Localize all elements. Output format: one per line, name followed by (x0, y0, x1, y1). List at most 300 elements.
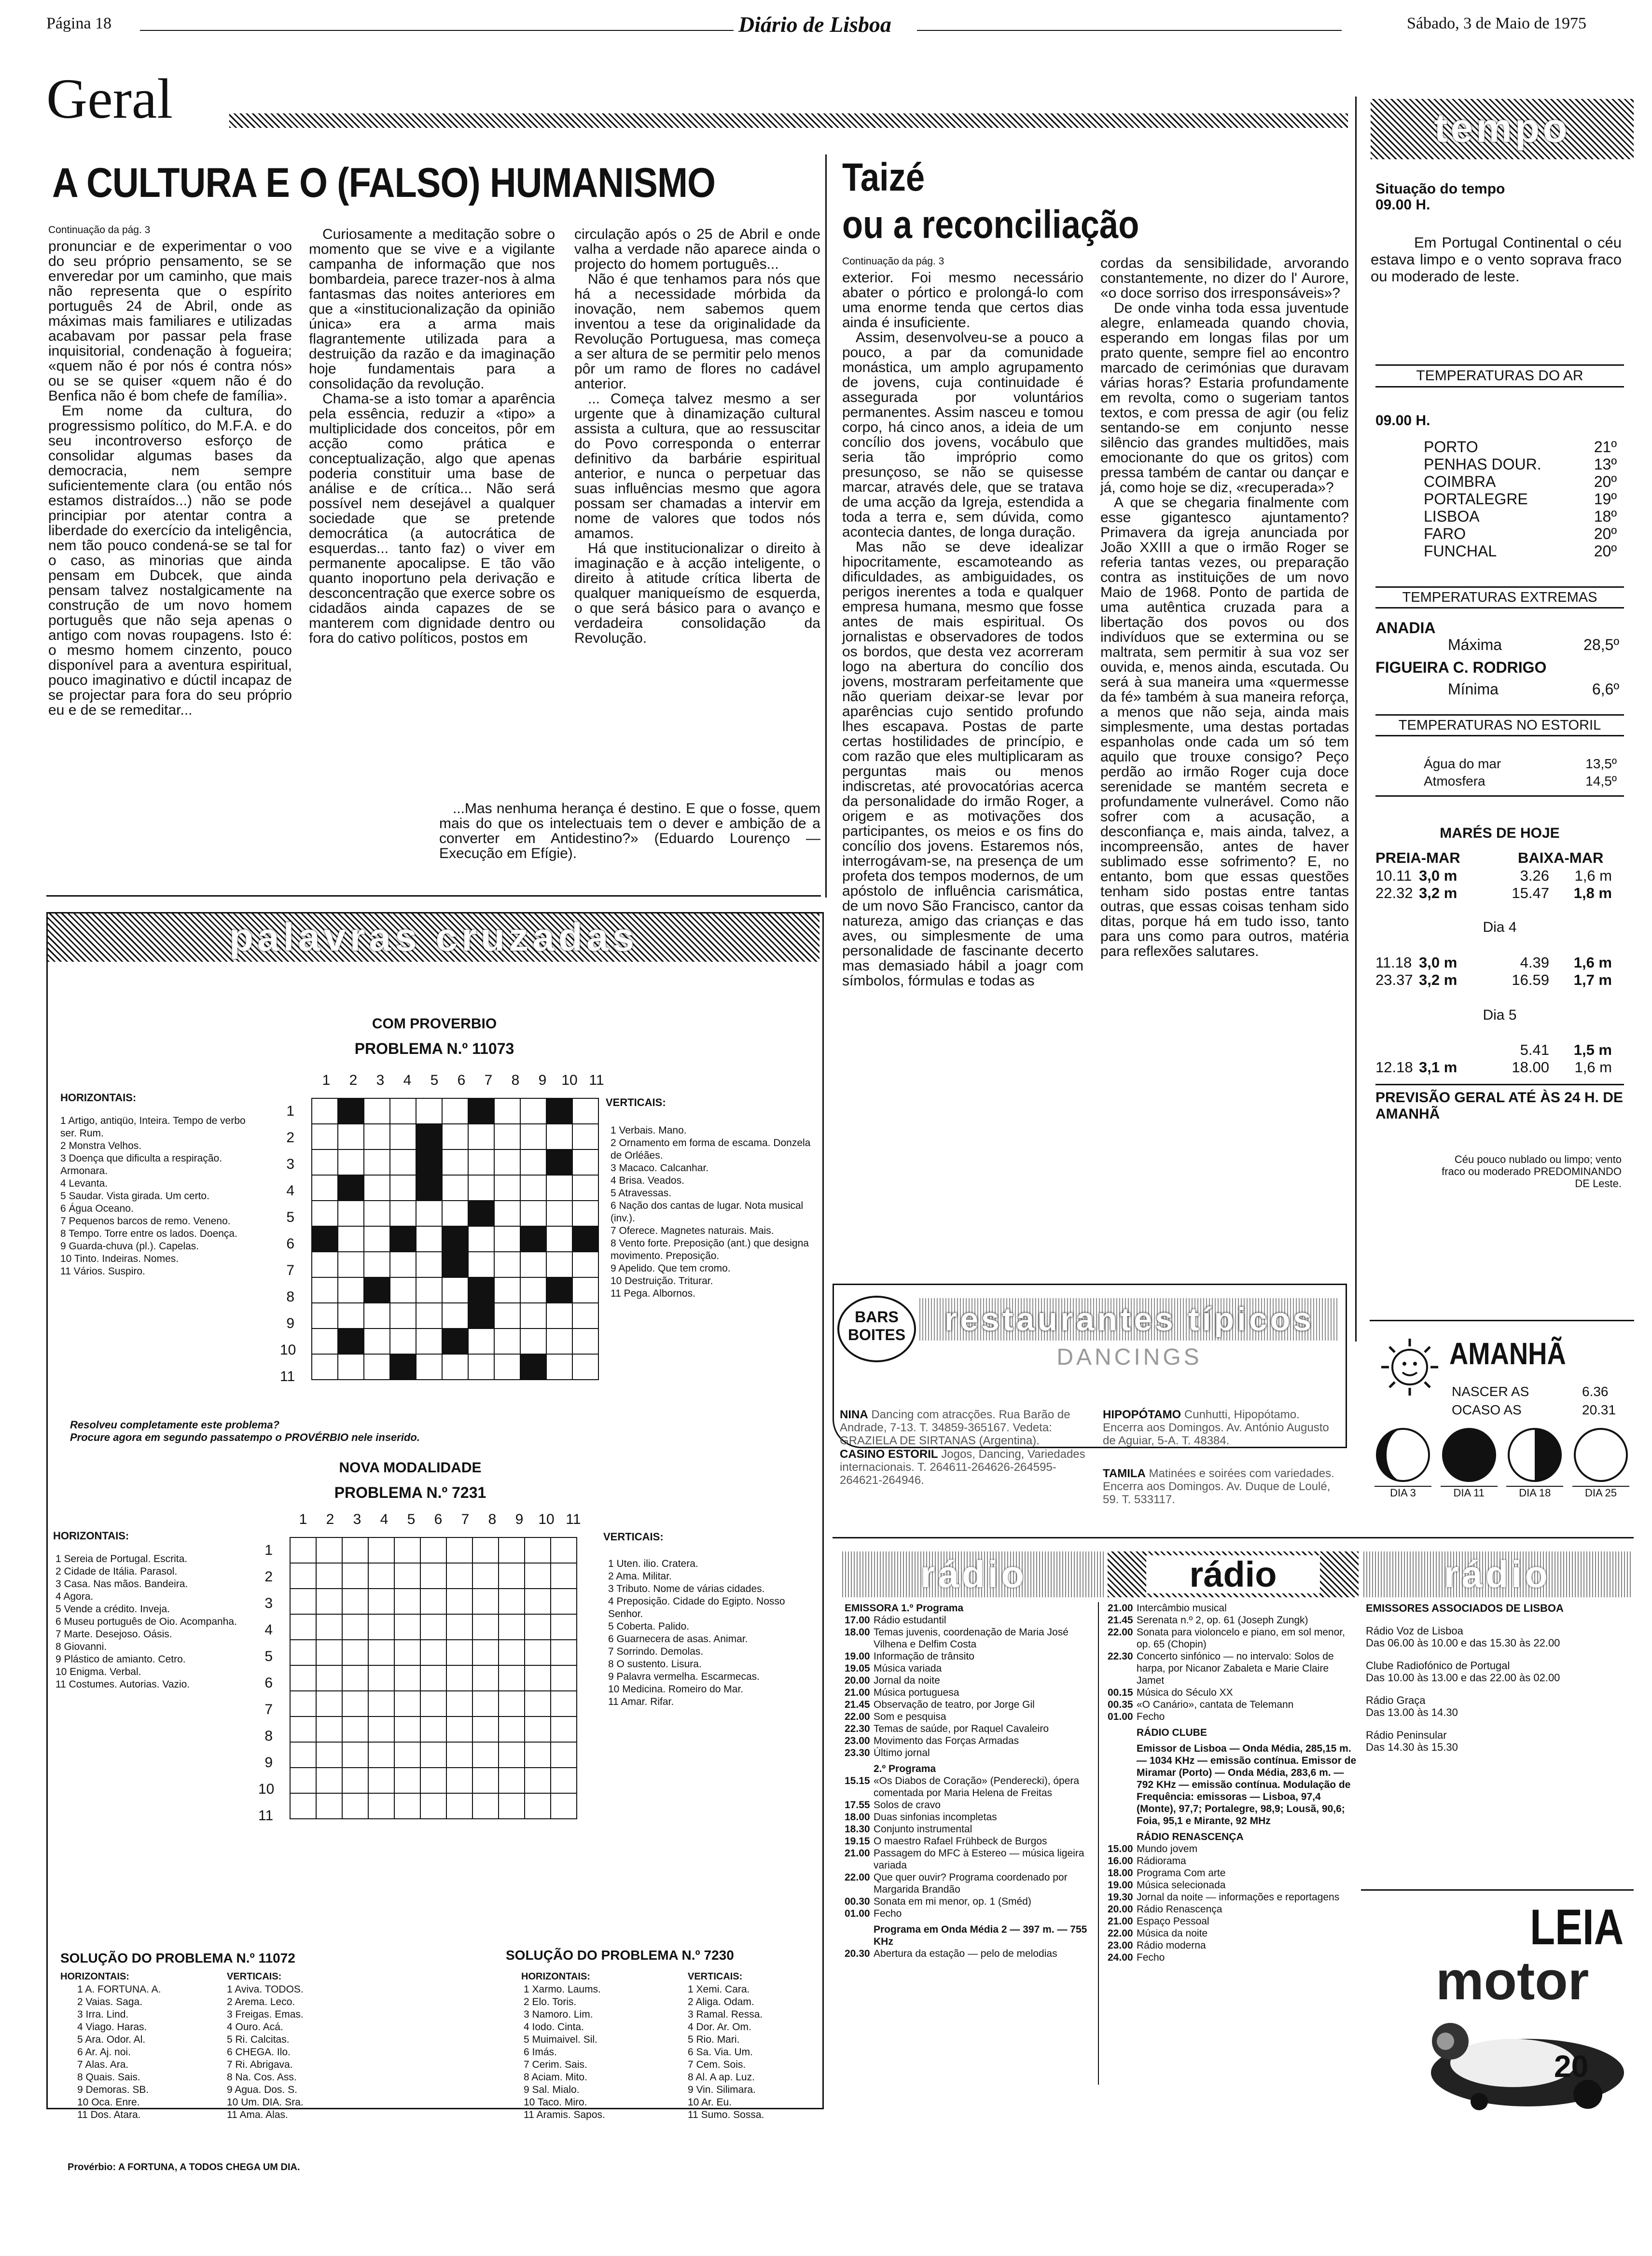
radio-program (1108, 1739, 1359, 1827)
moon-half-icon (1506, 1426, 1563, 1483)
article2-continuation: Continuação da pág. 3 (842, 256, 944, 267)
moon-phases (1374, 1426, 1629, 1499)
city-temp: 20º (1594, 525, 1617, 542)
program-title: Rádiorama (1137, 1855, 1186, 1867)
program-title: «Os Diabos de Coração» (Penderecki), ópera comentada por Maria Helena de Freitas (874, 1775, 1080, 1799)
leia-rule (1361, 1889, 1634, 1891)
moon-phase (1441, 1426, 1498, 1499)
program-time: 22.30 (1108, 1651, 1133, 1662)
article1-c3-p2: Não é que tenhamos para nós que há a necessidade mórbida da inovação, nem sabemos quem inventou a tese da originalidade da Revolução Portuguesa, mas começa a ser altura de se permitir pelo menos pôr um ramo de flores no cadável anterior. (574, 271, 820, 392)
s1-title: SOLUÇÃO DO PROBLEMA N.º 11072 (60, 1951, 295, 1965)
radio-program (1108, 1614, 1359, 1626)
s1-vertical-answers: 1 Aviva. TODOS. 2 Arema. Leco. 3 Freigas. Emas. 4 Ouro. Acá. 5 Ri. Calcitas. 6 CHEGA. Ilo. 7 Ri. Abrigava. 8 Na. Cos. Ass. 9 Agua. Dos. S. 10 Um. DIA. Sra. 11 Ama. Alas. (227, 1984, 304, 2120)
crossword-panel (46, 912, 824, 2109)
program-time (845, 1920, 874, 1948)
program-title: Solos de cravo (874, 1799, 941, 1811)
bars-listing-hipopotamo: HIPOPÓTAMO Cunhutti, Hipopótamo. Encerra aos Domingos. Av. António Augusto de Aguiar, 5-A. T. 48384. (1103, 1408, 1329, 1447)
article-divider (825, 154, 827, 898)
program-time: 24.00 (1108, 1952, 1133, 1963)
moon-phase (1572, 1426, 1629, 1499)
program-time: 23.00 (845, 1735, 870, 1746)
previsao-title: PREVISÃO GERAL ATÉ ÀS 24 H. DE AMANHÃ (1375, 1090, 1623, 1122)
article2-title-line1: Taizé (842, 155, 925, 199)
article2-title-line2: ou a reconciliação (842, 203, 1139, 247)
program-title: RÁDIO RENASCENÇA (1137, 1831, 1244, 1842)
program-title: Música do Século XX (1137, 1687, 1233, 1698)
maxima-row (1448, 636, 1619, 653)
program-time: 15.15 (845, 1775, 870, 1786)
program-title: Intercâmbio musical (1137, 1603, 1227, 1614)
s2-verticais-label: VERTICAIS: (688, 1971, 743, 1982)
article1-c2-p2: Chama-se a isto tomar a aparência pela essência, reduzir a «tipo» a multiplicidade dos conceitos, pôr em acção como prática e conceptualização, algo que apenas poderia constituir uma base de análise e de crítica... Não será possível nem desejável a qualquer sociedade que se pretende democrática (a autocrática de esquerdas... tanto faz) o viver em permanente apocalipse. E tão vão quanto inoportuno pela derivação e desconcentração que exerce sobre os cidadãos ainda capazes de se manterem com dignidade dentro ou fora do cativo políticos, postos em (309, 391, 555, 646)
radio-program (845, 1735, 1098, 1747)
section-hatch (229, 113, 1348, 128)
radio-program (1108, 1939, 1359, 1952)
p1-horizontais-label: HORIZONTAIS: (60, 1092, 137, 1104)
p1-row-numbers: 1 2 3 4 5 6 7 8 9 10 11 (280, 1103, 296, 1384)
radio-program (1108, 1711, 1359, 1723)
article2-c2-p2: De onde vinha toda essa juventude alegre, enlameada quando chovia, esperando em longas filas por um prato quente, sempre fiel ao encontro marcado de cerimónias que duravam várias horas? Estaria profundamente em revolta, como o sugeriam tantos textos, e com pressa de agir (ou feliz sentando-se em conjunto nesse silêncio das grandes multidões, mais emocionante do que os gritos) com pressa também de cantar ou dançar e já, como hoje se diz, «recuperada»? (1100, 300, 1349, 496)
moon-day: DIA 3 (1374, 1486, 1431, 1499)
tempo-situacao (1371, 234, 1622, 285)
tempo-situacao-text: Em Portugal Continental o céu estava limpo e o vento soprava fraco ou moderado de leste. (1371, 234, 1622, 285)
city-name: COIMBRA (1424, 473, 1496, 490)
program-title: Rádio estudantil (874, 1615, 946, 1626)
program-time (1108, 1739, 1137, 1827)
article2-column-2 (1100, 255, 1349, 959)
p2-column-numbers: 1 2 3 4 5 6 7 8 9 10 11 (299, 1511, 581, 1527)
tempo-divider (1355, 97, 1357, 1342)
radio-program (845, 1847, 1098, 1871)
program-title: Que quer ouvir? Programa coordenado por Margarida Brandão (874, 1872, 1068, 1895)
radio-banner-2 (1108, 1551, 1359, 1597)
radio-program (845, 1747, 1098, 1759)
s2-horizontais-label: HORIZONTAIS: (521, 1971, 590, 1982)
moon-day: DIA 11 (1441, 1486, 1498, 1499)
radio-program (845, 1723, 1098, 1735)
p1-instruction-1: Resolveu completamente este problema? (70, 1419, 280, 1431)
article1-c3-p4: Há que institucionalizar o direito à imaginação e à acção inteligente, o direito à atitude crítica liberta de qualquer maniqueísmo de esquerda, o que será básico para o avanço e verdadeira consolidação da Revolução. (574, 540, 820, 646)
program-title: Temas juvenis, coordenação de Maria José Vilhena e Delfim Costa (874, 1627, 1069, 1650)
city-temp: 18º (1594, 508, 1617, 525)
bars-badge-line1: BARS (855, 1308, 899, 1326)
page-date: Sábado, 3 de Maio de 1975 (1407, 14, 1587, 32)
crossword-grid-2[interactable] (290, 1537, 577, 1819)
assoc-title: EMISSORES ASSOCIADOS DE LISBOA (1366, 1602, 1564, 1614)
radio-program (845, 1775, 1098, 1799)
bars-listing-tamila: TAMILA Matinées e soirées com variedades. Encerra aos Domingos. Av. Duque de Loulé, 59. T. 533117. (1103, 1467, 1334, 1506)
program-time: 00.35 (1108, 1699, 1133, 1710)
program-time: 18.00 (845, 1812, 870, 1823)
crossword-banner (48, 913, 819, 962)
radio-program (1108, 1952, 1359, 1964)
program-title: O maestro Rafael Frühbeck de Burgos (874, 1836, 1047, 1847)
temps-title: TEMPERATURAS DO AR (1375, 364, 1624, 388)
program-title: Sonata em mi menor, op. 1 (Sméd) (874, 1896, 1031, 1907)
program-title: Programa em Onda Média 2 — 397 m. — 755 KHz (874, 1924, 1087, 1947)
program-title: RÁDIO CLUBE (1137, 1727, 1207, 1738)
city-temp: 19º (1594, 490, 1617, 508)
program-title: Duas sinfonias incompletas (874, 1812, 997, 1823)
article2-c2-p1: cordas da sensibilidade, arvorando constantemente, no dizer do l' Aurore, «o doce sorriso dos irresponsáveis»? (1100, 255, 1349, 301)
temp-row (1424, 542, 1617, 560)
s1-verticais-label: VERTICAIS: (227, 1971, 282, 1982)
previsao-rule (1375, 1084, 1624, 1085)
program-title: Mundo jovem (1137, 1843, 1198, 1855)
radio-program (845, 1908, 1098, 1920)
s2-title: SOLUÇÃO DO PROBLEMA N.º 7230 (506, 1948, 734, 1963)
temp-row (1424, 456, 1617, 473)
program-time: 19.15 (845, 1836, 870, 1847)
program-time: 19.05 (845, 1663, 870, 1674)
radio-program (845, 1948, 1098, 1960)
tide-row: 5.41 1,5 m (1520, 1041, 1612, 1058)
p2-horizontal-clues: 1 Sereia de Portugal. Escrita. 2 Cidade de Itália. Parasol. 3 Casa. Nas mãos. Bandeira. 4 Agora. 5 Vende a crédito. Inveja. 6 Museu português de Oio. Acompanha. 7 Marte. Desejoso. Oásis. 8 Giovanni. 9 Plástico de amianto. Cetro. 10 Enigma. Verbal. 11 Costumes. Autorias. Vazio. (56, 1553, 237, 1690)
program-title: Jornal da noite (874, 1675, 940, 1686)
p1-column-numbers: 1 2 3 4 5 6 7 8 9 10 11 (322, 1072, 604, 1088)
program-title: «O Canário», cantata de Telemann (1137, 1699, 1294, 1710)
radio-program (845, 1823, 1098, 1835)
program-time: 18.00 (845, 1627, 870, 1638)
radio-program (845, 1687, 1098, 1699)
radio-program (1108, 1915, 1359, 1927)
amanha-title: AMANHÃ (1449, 1336, 1566, 1371)
radio-program (845, 1799, 1098, 1811)
section-title: Geral (46, 67, 173, 130)
radio-program (1108, 1867, 1359, 1879)
article1-c3-p1: circulação após o 25 de Abril e onde valha a verdade não aparece ainda o projecto do homem português... (574, 226, 820, 272)
radio-program (845, 1711, 1098, 1723)
s2-horizontal-answers: 1 Xarmo. Laums. 2 Elo. Toris. 3 Namoro. Lim. 4 Iodo. Cinta. 5 Muimaivel. Sil. 6 Imás. 7 Cerim. Sais. 8 Aciam. Mito. 9 Sal. Mialo. 10 Taco. Miro. 11 Aramis. Sapos. (524, 1984, 605, 2120)
radio-program (845, 1699, 1098, 1711)
program-time: 15.00 (1108, 1843, 1133, 1855)
article2-c1-p3: Mas não se deve idealizar hipocritamente, escamoteando as dificuldades, as ambiguidades, os perigos inerentes a toda e qualquer empresa humana, mesmo que fosse antes de mais espiritual. Os jornalistas e observadores de todos os bordos, que desta vez acorreram logo na abertura do concílio dos jovens, mostraram perfeitamente que não queriam deixar-se levar por aparências cujo sentido profundo lhes escapava. Postas de parte certas hostilidades de princípio, e com razão que eles multiplicaram as perguntas mais ou menos indiscretas, até provocatórias acerca da personalidade do irmão Roger, a origem e as motivações dos participantes, os meios e os fins do concílio dos jovens. Estaremos nós, interrogávam-se, na presença de um profeta dos tempos modernos, de um apóstolo de influência carismática, de um novo São Francisco, cantor da natureza, amigo das crianças e das aves, ou simplesmente de uma personalidade de fascinante decerto mas demasiado hábil a joagr com símbolos, fórmulas e todas as (842, 539, 1083, 989)
amanha-box (1370, 1320, 1634, 1505)
radio-program (1108, 1903, 1359, 1915)
tides-today (1375, 867, 1624, 902)
station: Clube Radiofónico de Portugal Das 10.00 às 13.00 e das 22.00 às 02.00 (1366, 1660, 1560, 1684)
crossword-banner-text: palavras cruzadas (229, 915, 639, 959)
program-time: 16.00 (1108, 1855, 1133, 1867)
tide-row: 11.18 3,0 m 4.39 1,6 m (1375, 954, 1612, 971)
radio-program (845, 1662, 1098, 1675)
program-time: 21.45 (845, 1699, 870, 1710)
temp-row (1424, 490, 1617, 508)
radio-column-1 (845, 1602, 1099, 2085)
radio-program (1108, 1879, 1359, 1891)
article1-column-3 (574, 227, 820, 791)
radio-program (845, 1920, 1098, 1948)
mares-rule (1375, 795, 1624, 797)
program-time: 19.30 (1108, 1892, 1133, 1903)
s1-horizontais-label: HORIZONTAIS: (60, 1971, 129, 1982)
article1-column-2 (309, 227, 555, 791)
temps-list (1424, 438, 1617, 560)
moon-crescent-icon (1374, 1426, 1431, 1483)
program-time: 22.00 (1108, 1627, 1133, 1638)
program-title: Passagem do MFC à Estereo — música ligeira variada (874, 1848, 1084, 1871)
radio-program (845, 1650, 1098, 1662)
p2-row-numbers: 1 2 3 4 5 6 7 8 9 10 11 (258, 1542, 275, 1824)
article2-c1-p1: exterior. Foi mesmo necessário abater o pórtico e prolongá-lo com uma enorme tenda que certos dias ainda é insuficiente. (842, 270, 1083, 331)
program-time: 19.00 (845, 1651, 870, 1662)
city-name: PORTO (1424, 438, 1478, 456)
previsao-text: Céu pouco nublado ou limpo; vento fraco ou moderado PREDOMINANDO DE Leste. (1442, 1153, 1622, 1190)
moon-day: DIA 18 (1506, 1486, 1563, 1499)
maxima-value: 28,5º (1583, 636, 1619, 653)
radio-banner-text: rádio (920, 1553, 1027, 1595)
motorcycle-rider-icon (1368, 2012, 1629, 2109)
p1-title: PROBLEMA N.º 11073 (354, 1040, 514, 1057)
agua-label: Água do mar (1424, 756, 1501, 771)
article1-title: A CULTURA E O (FALSO) HUMANISMO (52, 160, 716, 206)
p2-title: PROBLEMA N.º 7231 (334, 1484, 486, 1501)
program-time: 00.30 (845, 1896, 870, 1907)
radio-program (1108, 1626, 1359, 1650)
bars-listing-nina: NINA Dancing com atracções. Rua Barão de Andrade, 7-13. T. 34859-365167. Vedeta: GRAZIELA DE SIRTANAS (Argentina). (840, 1408, 1070, 1447)
program-title: Movimento das Forças Armadas (874, 1735, 1019, 1746)
station: Rádio Peninsular Das 14.30 às 15.30 (1366, 1729, 1458, 1753)
extremas-title: TEMPERATURAS EXTREMAS (1375, 586, 1624, 609)
radio-program (845, 1811, 1098, 1823)
program-title: Programa Com arte (1137, 1868, 1226, 1879)
crossword-grid-1[interactable] (311, 1098, 599, 1380)
header-rule-right (917, 30, 1342, 31)
moon-phase (1506, 1426, 1563, 1499)
station: Rádio Voz de Lisboa Das 06.00 às 10.00 e das 15.30 às 22.00 (1366, 1625, 1560, 1649)
radio-program (1108, 1602, 1359, 1614)
program-time: 21.00 (1108, 1603, 1133, 1614)
program-title: Fecho (1137, 1711, 1165, 1722)
bike-number: 20 (1554, 2049, 1589, 2084)
radio-program (1108, 1723, 1359, 1739)
program-title: Conjunto instrumental (874, 1824, 972, 1835)
program-time: 00.15 (1108, 1687, 1133, 1698)
tempo-banner (1371, 99, 1634, 159)
radio-banner-text: rádio (1189, 1554, 1277, 1594)
article2-c2-p3: A que se chegaria finalmente com esse gigantesco ajuntamento? Primavera da igreja anunciada por João XXIII a que o irmão Roger se referia tantas vezes, ou preparação contra as instituições de um novo Maio de 1968. Ponto de partida de uma autêntica cruzada para a libertação dos povos ou dos indivíduos que se extermina ou se maltrata, sem permitir à sua voz ser ouvida, e, menos ainda, escutada. Ou será à sua maneira uma «quermesse da fé» também à sua maneira reforça, a menos que não seja, ainda mais simplesmente, uma destas portadas espanholas onde cada um só tem aquilo que trouxe consigo? Peço perdão ao irmão Roger cuja doce serenidade se mantém secreta e profundamente vulnerável. Como não sofrer com a acusação, a desconfiança e, mais ainda, talvez, a incompreensão, antes de haver sublimado esse sofrimento? E, no entanto, bom que essas questões tenham sido postas entre tantas outras, que essas coisas tenham sido ditas, porque há em tudo isso, tanto para uns como para outros, matéria para reflexões salutares. (1100, 495, 1349, 959)
program-title: Som e pesquisa (874, 1711, 946, 1722)
city-name: LISBOA (1424, 508, 1480, 525)
city-temp: 20º (1594, 542, 1617, 560)
atmosfera-label: Atmosfera (1424, 774, 1485, 789)
ocaso-label: OCASO AS (1452, 1402, 1522, 1417)
dia5-label: Dia 5 (1483, 1007, 1517, 1023)
s2-vertical-answers: 1 Xemi. Cara. 2 Aliga. Odam. 3 Ramal. Ressa. 4 Dor. Ar. Om. 5 Rio. Mari. 6 Sa. Via. Um. 7 Cem. Sois. 8 Al. A ap. Luz. 9 Vin. Silimara. 10 Ar. Eu. 11 Sumo. Sossa. (688, 1984, 764, 2120)
radio-program (845, 1896, 1098, 1908)
temps-hour: 09.00 H. (1375, 413, 1430, 429)
radio-program (1108, 1927, 1359, 1939)
article1-quote-text: ...Mas nenhuma herança é destino. E que o fosse, quem mais do que os intelectuais tem o dever e ambição de a converter em Antidestino?» (Eduardo Lourenço — Execução em Efígie). (439, 801, 820, 861)
program-time: 17.55 (845, 1799, 870, 1811)
moon-day: DIA 25 (1572, 1486, 1629, 1499)
bars-badge (837, 1296, 916, 1362)
bars-banner (919, 1298, 1339, 1341)
program-title: Música portuguesa (874, 1687, 959, 1698)
radio-heading: EMISSORA 1.º Programa (845, 1603, 964, 1614)
program-time: 21.00 (1108, 1916, 1133, 1927)
radio-program (1108, 1699, 1359, 1711)
radio-program (1108, 1650, 1359, 1687)
program-time: 22.30 (845, 1723, 870, 1734)
temp-row (1424, 473, 1617, 490)
program-title: 2.º Programa (874, 1763, 936, 1774)
article1-quote (439, 801, 820, 888)
city-name: FUNCHAL (1424, 542, 1497, 560)
dancings-label: DANCINGS (1056, 1344, 1202, 1370)
article1-c1-p1: pronunciar e de experimentar o voo do seu próprio pensamento, se se enveredar por um caminho, que mais não representa que o espírito português 24 de Abril, onde as máximas mais familiares e utilizadas acabavam por passar pela frase inquisitorial, condenação à fogueira; «quem não é por nós é contra nós» ou se se quiser «quem não é do Benfica não é bom chefe de família». (48, 238, 292, 404)
article1-c1-p2: Em nome da cultura, do progressismo político, do M.F.A. e do seu incontroverso esforço de consolidar algumas bases da democracia, nem sempre suficientemente clara (ou então nós estamos distraídos...) não se pode principiar por atentar contra a liberdade do exercício da inteligência, nem tão pouco condená-se se tal for o caso, as minorias que ainda pensam em Dubcek, que ainda pensam talvez nostalgicamente na construção de um novo homem português que não seja apenas o antigo com novas roupagens. Isto é: o mesmo homem cinzento, pouco disponível para a aventura espiritual, pouco imaginativo e dúctil incapaz de se projectar para fora do seu próprio eu e de se remeditar... (48, 403, 292, 718)
baixa-label: BAIXA-MAR (1518, 849, 1604, 866)
leia-motor: motor (1436, 1951, 1589, 2011)
temp-row (1424, 525, 1617, 542)
program-title: Emissor de Lisboa — Onda Média, 285,15 m. — 1034 KHz — emissão contínua. Emissor de Miramar (Porto) — Onda Média, 283,6 m. — 792 KHz — emissão contínua. Modulação de Frequência: emissoras — Lisboa, 97,4 (Monte), 97,7; Portalegre, 98,9; Lousã, 90,6; Foia, 95,1 e Mirante, 92 MHz (1137, 1743, 1357, 1827)
program-time: 20.00 (1108, 1904, 1133, 1915)
radio-column-3 (1366, 1602, 1629, 1887)
article2-column-1 (842, 270, 1083, 989)
program-title: Música selecionada (1137, 1880, 1226, 1891)
program-title: Fecho (874, 1908, 902, 1919)
program-title: Fecho (1137, 1952, 1165, 1963)
temp-row (1424, 438, 1617, 456)
article1-c2-p1: Curiosamente a meditação sobre o momento que se vive e a vigilante campanha de informação que nos bombardeia, parece trazer-nos à alma fantasmas das noites anteriores em que a «institucionalização da opinião única» era a arma mais flagrantemente utilizada para a destruição da razão e da imaginação hoje fundamentais para a consolidação da revolução. (309, 226, 555, 392)
city-temp: 20º (1594, 473, 1617, 490)
article2-c1-p2: Assim, desenvolveu-se a pouco a pouco, a par da comunidade monástica, um amplo agrupamento de jovens, cuja continuidade é assegurada por voluntários permanentes. Assim nasceu e tomou corpo, há cinco anos, a ideia de um concílio dos jovens, vocábulo que seria tão impróprio como presunçoso, se não se quisesse marcar, através dele, que se tratava de uma acção da Igreja, estendida a toda a terra e, sem dúvida, como acontecia dantes, de longa duração. (842, 330, 1083, 540)
program-title: Último jornal (874, 1747, 930, 1758)
program-time: 01.00 (1108, 1711, 1133, 1722)
masthead: Diário de Lisboa (738, 12, 891, 37)
radio-program (845, 1871, 1098, 1896)
p2-subtitle: NOVA MODALIDADE (339, 1460, 482, 1476)
program-title: Jornal da noite — informações e reportagens (1137, 1892, 1340, 1903)
program-time: 23.30 (845, 1747, 870, 1758)
program-title: Música variada (874, 1663, 942, 1674)
preia-label: PREIA-MAR (1375, 849, 1460, 866)
tide-row: 23.37 3,2 m 16.59 1,7 m (1375, 971, 1612, 988)
radio-banner-1 (842, 1551, 1105, 1597)
radio-banner-text: rádio (1444, 1553, 1551, 1595)
p1-instruction-2: Procure agora em segundo passatempo o PROVÉRBIO nele inserido. (70, 1431, 420, 1443)
program-title: Rádio Renascença (1137, 1904, 1222, 1915)
p1-subtitle: COM PROVERBIO (372, 1016, 497, 1032)
bars-banner-text: restaurantes típicos (944, 1301, 1315, 1338)
station: Rádio Graça Das 13.00 às 14.30 (1366, 1694, 1458, 1718)
program-time (1108, 1827, 1137, 1843)
temp-row (1424, 508, 1617, 525)
estoril-title: TEMPERATURAS NO ESTORIL (1375, 714, 1624, 736)
anadia-label: ANADIA (1375, 619, 1436, 637)
city-name: FARO (1424, 525, 1466, 542)
p1-horizontal-clues: 1 Artigo, antiqüo, Inteira. Tempo de verbo ser. Rum. 2 Monstra Velhos. 3 Doença que dificulta a respiração. Armonara. 4 Levanta. 5 Saudar. Vista girada. Um certo. 6 Água Oceano. 7 Pequenos barcos de remo. Veneno. 8 Tempo. Torre entre os lados. Doença. 9 Guarda-chuva (pl.). Capelas. 10 Tinto. Indeiras. Nomes. 11 Vários. Suspiro. (60, 1115, 246, 1277)
program-title: Sonata para violoncelo e piano, em sol menor, op. 65 (Chopin) (1137, 1627, 1345, 1650)
minima-row (1448, 680, 1619, 698)
program-time (845, 1759, 874, 1775)
page-number: Página 18 (46, 14, 112, 32)
program-time: 01.00 (845, 1908, 870, 1919)
minima-label: Mínima (1448, 680, 1499, 698)
city-name: PENHAS DOUR. (1424, 456, 1541, 473)
radio-program (845, 1759, 1098, 1775)
program-time: 20.00 (845, 1675, 870, 1686)
tempo-banner-text: tempo (1434, 105, 1570, 151)
city-name: PORTALEGRE (1424, 490, 1528, 508)
program-time: 17.00 (845, 1615, 870, 1626)
program-title: Abertura da estação — pelo de melodias (874, 1948, 1057, 1959)
radio-banner-3 (1363, 1551, 1631, 1597)
radio-program (1108, 1843, 1359, 1855)
p2-vertical-clues: 1 Uten. ilio. Cratera. 2 Ama. Militar. 3 Tributo. Nome de várias cidades. 4 Preposição. Cidade do Egipto. Nosso Senhor. 5 Coberta. Palido. 6 Guarnecera de asas. Animar. 7 Sorrindo. Demolas. 8 O sustento. Lisura. 9 Palavra vermelha. Escarmecas. 10 Medicina. Romeiro do Mar. 11 Amar. Rifar. (608, 1558, 785, 1707)
tide-row: 12.18 3,1 m 18.00 1,6 m (1375, 1059, 1612, 1076)
mares-title: MARÉS DE HOJE (1440, 825, 1560, 841)
program-time: 22.00 (845, 1872, 870, 1883)
radio-program (845, 1614, 1098, 1626)
program-title: Concerto sinfónico — no intervalo: Solos de harpa, por Nicanor Zabaleta e Marie Claire Jamet (1137, 1651, 1334, 1686)
radio-program (1108, 1687, 1359, 1699)
program-time (1108, 1723, 1137, 1739)
bars-listing-casino: CASINO ESTORIL Jogos, Dancing, Variedades internacionais. T. 264611-264626-264595-264621-264946. (840, 1448, 1085, 1487)
program-time: 22.00 (845, 1711, 870, 1722)
radio-program (1108, 1855, 1359, 1867)
program-title: Observação de teatro, por Jorge Gil (874, 1699, 1035, 1710)
maxima-label: Máxima (1448, 636, 1502, 653)
program-title: Música da noite (1137, 1928, 1208, 1939)
ocaso-value: 20.31 (1582, 1402, 1616, 1417)
program-time: 19.00 (1108, 1880, 1133, 1891)
program-time: 20.30 (845, 1948, 870, 1959)
atmosfera-value: 14,5º (1585, 774, 1617, 789)
program-title: Rádio moderna (1137, 1940, 1206, 1951)
radio-program (845, 1675, 1098, 1687)
program-title: Temas de saúde, por Raquel Cavaleiro (874, 1723, 1049, 1734)
p1-verticais-label: VERTICAIS: (606, 1096, 666, 1108)
bars-badge-line2: BOITES (847, 1326, 906, 1343)
proverbio-answer: Provérbio: A FORTUNA, A TODOS CHEGA UM DIA. (68, 2162, 300, 2173)
program-time: 21.45 (1108, 1615, 1133, 1626)
tempo-situacao-title: Situação do tempo (1375, 181, 1505, 197)
p2-horizontais-label: HORIZONTAIS: (53, 1530, 129, 1542)
radio-top-rule (833, 1537, 1634, 1538)
sun-icon (1378, 1336, 1441, 1398)
agua-value: 13,5º (1585, 756, 1617, 771)
tides-dia5 (1375, 1041, 1624, 1076)
program-title: Informação de trânsito (874, 1651, 974, 1662)
moon-phase (1374, 1426, 1431, 1499)
city-temp: 21º (1594, 438, 1617, 456)
tempo-situacao-hour: 09.00 H. (1375, 197, 1430, 213)
p2-verticais-label: VERTICAIS: (603, 1531, 664, 1543)
header-rule-left (140, 30, 734, 31)
article1-c3-p3: ... Começa talvez mesmo a ser urgente que à dinamização cultural assista a cultura, que ao ressuscitar do Povo corresponda o enterrar definitivo da barbárie espiritual anterior, e nunca o perpetuar das suas influências mesmo que agora possam ser chamadas a intervir em nome de valores que todos nós amamos. (574, 391, 820, 541)
article1-bottom-rule (46, 895, 821, 897)
tide-row: 10.11 3,0 m 3.26 1,6 m (1375, 867, 1612, 884)
program-time: 21.00 (845, 1687, 870, 1698)
radio-program (845, 1835, 1098, 1847)
nascer-label: NASCER AS (1452, 1384, 1529, 1399)
program-time: 22.00 (1108, 1928, 1133, 1939)
leia-title: LEIA (1530, 1899, 1624, 1955)
tide-row: 22.32 3,2 m 15.47 1,8 m (1375, 885, 1612, 901)
program-title: Espaço Pessoal (1137, 1916, 1209, 1927)
radio-program (1108, 1827, 1359, 1843)
figueira-label: FIGUEIRA C. RODRIGO (1375, 659, 1547, 676)
program-time: 18.00 (1108, 1868, 1133, 1879)
nascer-value: 6.36 (1582, 1384, 1609, 1399)
article1-continuation: Continuação da pág. 3 (48, 224, 151, 235)
dia4-label: Dia 4 (1483, 919, 1517, 935)
program-time: 18.30 (845, 1824, 870, 1835)
radio-program (1108, 1891, 1359, 1903)
p1-vertical-clues: 1 Verbais. Mano. 2 Ornamento em forma de escama. Donzela de Orléães. 3 Macaco. Calcanhar. 4 Brisa. Veados. 5 Atravessas. 6 Nação dos cantas de lugar. Nota musical (inv.). 7 Oferece. Magnetes naturais. Mais. 8 Vento forte. Preposição (ant.) que designa movimento. Preposição. 9 Apelido. Que tem cromo. 10 Destruição. Triturar. 11 Pega. Albornos. (611, 1125, 811, 1299)
